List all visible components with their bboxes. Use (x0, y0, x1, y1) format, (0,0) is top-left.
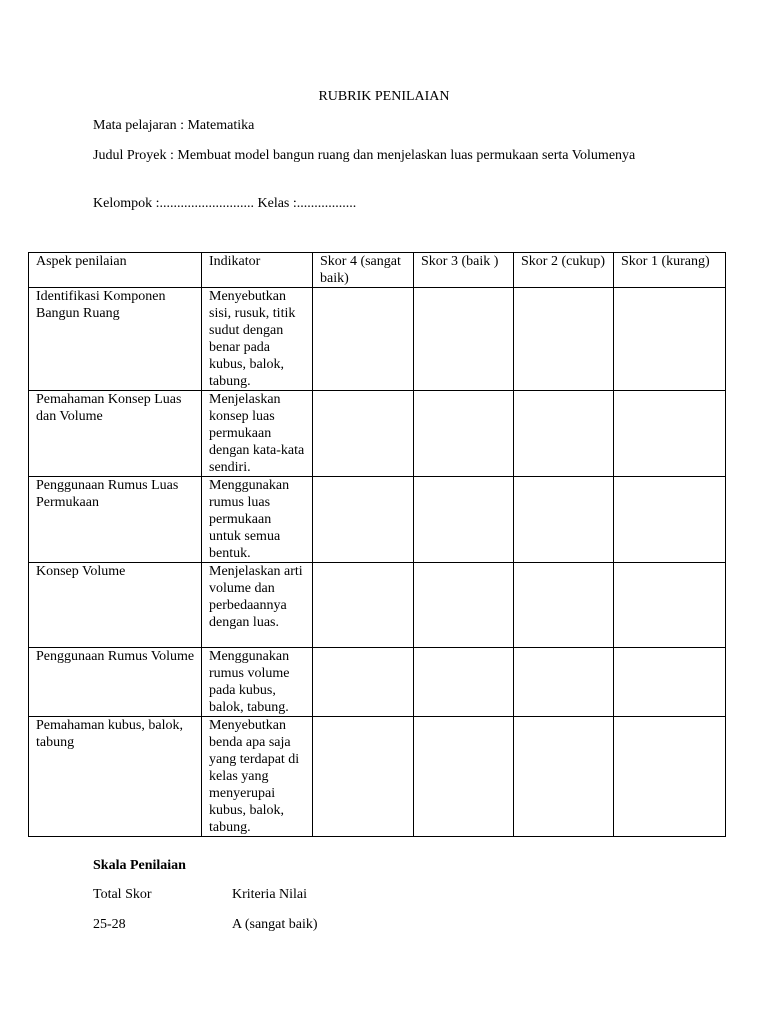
indicator-cell: Menjelaskan konsep luas permukaan dengan kata-kata sendiri. (202, 391, 313, 477)
aspect-cell: Pemahaman kubus, balok, tabung (29, 717, 202, 837)
table-header-row (29, 253, 726, 288)
header-indicator: Indikator (202, 253, 313, 288)
score-2-cell (514, 391, 614, 477)
indicator-cell: Menyebutkan sisi, rusuk, titik sudut dengan benar pada kubus, balok, tabung. (202, 288, 313, 391)
score-2-cell (514, 477, 614, 563)
indicator-cell: Menjelaskan arti volume dan perbedaannya dengan luas. (202, 563, 313, 648)
rubric-table (28, 252, 726, 837)
aspect-cell: Konsep Volume (29, 563, 202, 648)
aspect-cell: Pemahaman Konsep Luas dan Volume (29, 391, 202, 477)
score-4-cell (313, 288, 414, 391)
score-1-cell (614, 563, 726, 648)
score-1-cell (614, 717, 726, 837)
scale-header-criteria: Kriteria Nilai (232, 887, 308, 902)
score-3-cell (414, 563, 514, 648)
project-title-line: Judul Proyek : Membuat model bangun ruang dan menjelaskan luas permukaan serta Volumenya (93, 148, 636, 163)
table-row (29, 391, 726, 477)
indicator-cell: Menggunakan rumus volume pada kubus, balok, tabung. (202, 648, 313, 717)
score-3-cell (414, 288, 514, 391)
score-2-cell (514, 563, 614, 648)
score-2-cell (514, 288, 614, 391)
table-row (29, 288, 726, 391)
table-row (29, 563, 726, 648)
subject-line: Mata pelajaran : Matematika (93, 118, 255, 133)
score-4-cell (313, 648, 414, 717)
score-3-cell (414, 477, 514, 563)
score-1-cell (614, 391, 726, 477)
header-aspect: Aspek penilaian (29, 253, 202, 288)
header-score-4: Skor 4 (sangat baik) (313, 253, 414, 288)
score-1-cell (614, 648, 726, 717)
table-row (29, 648, 726, 717)
score-4-cell (313, 391, 414, 477)
scale-title: Skala Penilaian (93, 858, 186, 873)
header-score-3: Skor 3 (baik ) (414, 253, 514, 288)
header-score-1: Skor 1 (kurang) (614, 253, 726, 288)
score-4-cell (313, 717, 414, 837)
document-title: RUBRIK PENILAIAN (318, 89, 450, 104)
score-3-cell (414, 391, 514, 477)
score-2-cell (514, 648, 614, 717)
indicator-cell: Menggunakan rumus luas permukaan untuk semua bentuk. (202, 477, 313, 563)
aspect-cell: Penggunaan Rumus Luas Permukaan (29, 477, 202, 563)
score-1-cell (614, 288, 726, 391)
table-row (29, 717, 726, 837)
score-4-cell (313, 477, 414, 563)
aspect-cell: Penggunaan Rumus Volume (29, 648, 202, 717)
score-4-cell (313, 563, 414, 648)
scale-criteria: A (sangat baik) (232, 917, 318, 932)
scale-total: 25-28 (93, 917, 126, 932)
score-2-cell (514, 717, 614, 837)
aspect-cell: Identifikasi Komponen Bangun Ruang (29, 288, 202, 391)
header-score-2: Skor 2 (cukup) (514, 253, 614, 288)
score-1-cell (614, 477, 726, 563)
score-3-cell (414, 717, 514, 837)
scale-header-total: Total Skor (93, 887, 152, 902)
score-3-cell (414, 648, 514, 717)
group-class-line: Kelompok :........................... Kelas :................. (93, 196, 357, 211)
table-row (29, 477, 726, 563)
indicator-cell: Menyebutkan benda apa saja yang terdapat di kelas yang menyerupai kubus, balok, tabung. (202, 717, 313, 837)
